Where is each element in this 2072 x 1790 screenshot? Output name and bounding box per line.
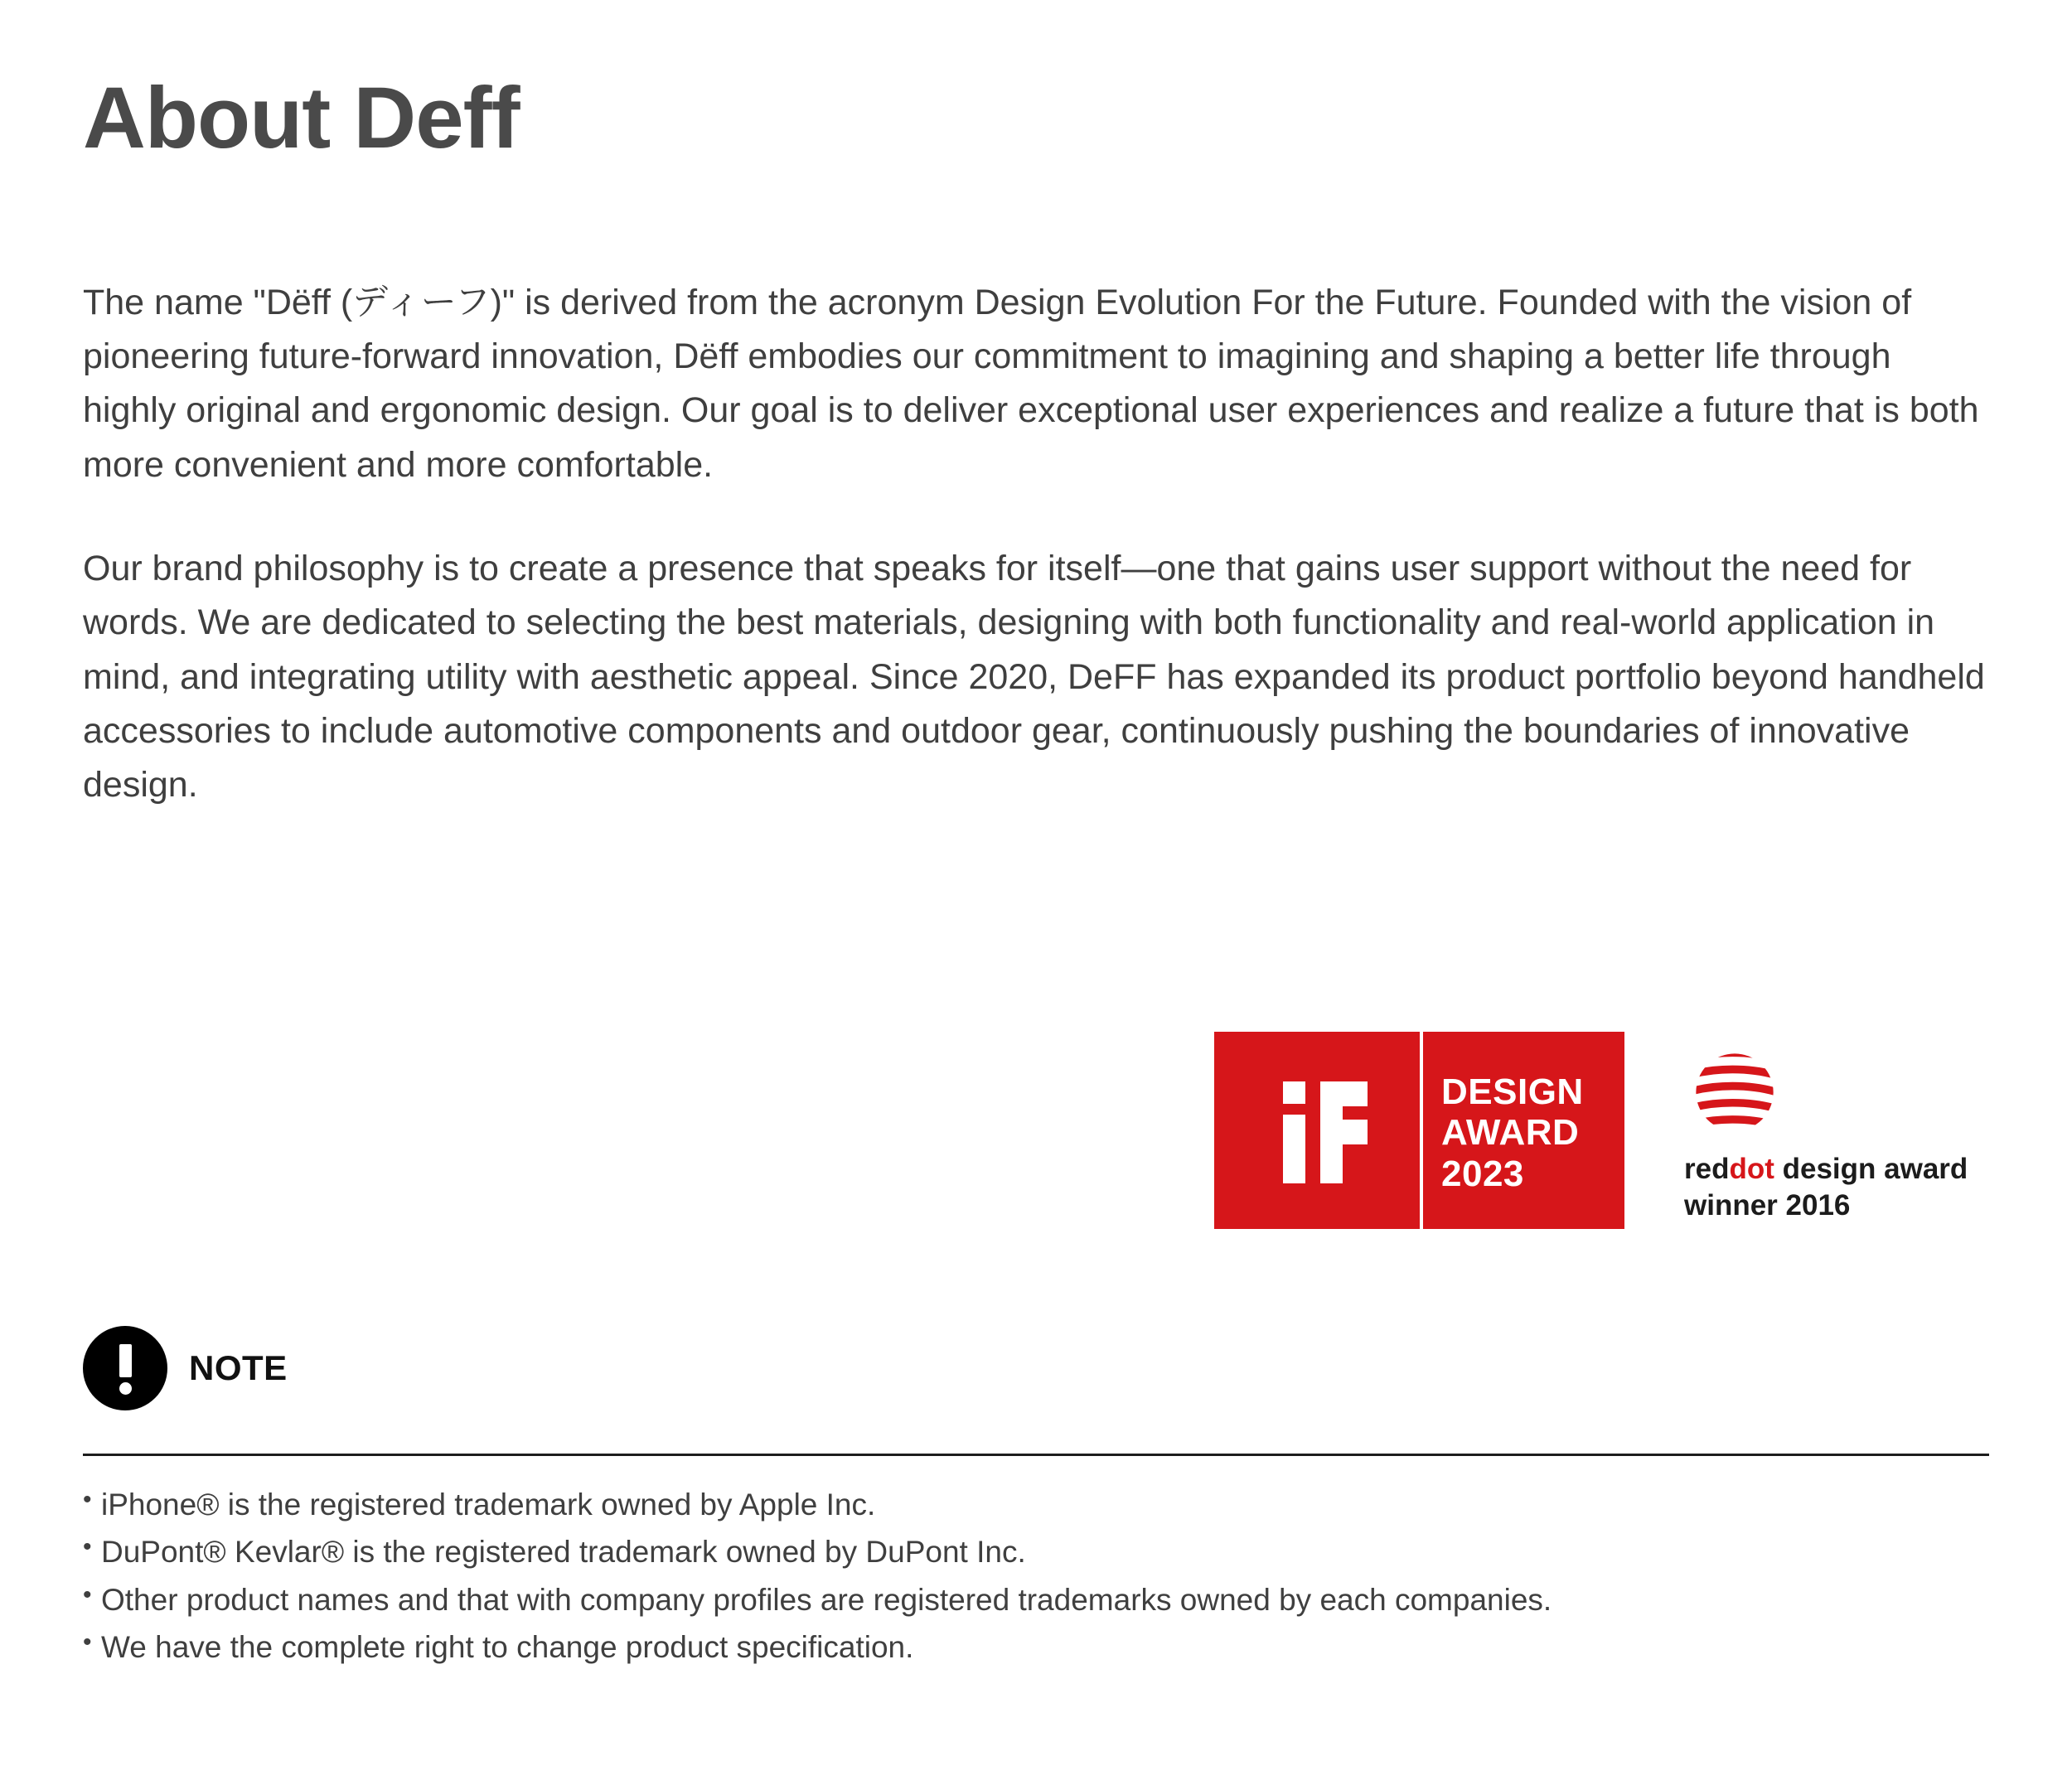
exclamation-dot (119, 1382, 132, 1395)
list-item: • We have the complete right to change product specification. (83, 1623, 1989, 1671)
reddot-word-red: red (1684, 1153, 1730, 1185)
reddot-logo-text (1684, 1153, 1974, 1186)
note-divider (83, 1454, 1989, 1456)
reddot-design-award-logo (1684, 1032, 1974, 1222)
list-item: • DuPont® Kevlar® is the registered trademark owned by DuPont Inc. (83, 1528, 1989, 1575)
if-logo-i-stem (1283, 1115, 1305, 1183)
reddot-word-rest: design award (1774, 1153, 1968, 1185)
if-design-award-2023-logo (1214, 1032, 1624, 1229)
reddot-word-dot: dot (1729, 1153, 1774, 1185)
if-award-line-2: AWARD (1441, 1112, 1580, 1154)
if-logo-icon (1214, 1032, 1420, 1229)
note-list (83, 1481, 1989, 1671)
about-paragraph-1: The name "Dëff (ディーフ)" is derived from the acronym Design Evolution For the Future. Founded with the vision of pioneering future-forward innovation, Dëff embodies our commitment to imagining and shaping a better life through highly original and ergonomic design. Our goal is to deliver exceptional user experiences and realize a future that is both more convenient and more comfortable. (83, 282, 1979, 485)
reddot-globe-icon (1691, 1048, 1779, 1136)
page-title: About Deff (83, 70, 520, 167)
note-header (83, 1326, 1989, 1410)
exclamation-icon (83, 1326, 167, 1410)
if-logo-i-dot (1283, 1081, 1305, 1104)
if-logo-f-arm (1343, 1081, 1368, 1106)
about-paragraph-2: Our brand philosophy is to create a presence that speaks for itself—one that gains user support without the need for words. We are dedicated to selecting the best materials, designing with both functionality and real-world application in mind, and integrating utility with aesthetic appeal. Since 2020, DeFF has expanded its product portfolio beyond handheld accessories to include automotive components and outdoor gear, continuously pushing the boundaries of innovative design. (83, 548, 1985, 806)
exclamation-bar (119, 1344, 132, 1377)
reddot-winner-year: winner 2016 (1684, 1189, 1851, 1222)
if-logo-f-mid (1343, 1120, 1368, 1144)
if-award-line-3: 2023 (1441, 1153, 1524, 1194)
note-section (83, 1326, 1989, 1671)
list-item: • iPhone® is the registered trademark owned by Apple Inc. (83, 1481, 1989, 1528)
list-item: • Other product names and that with company profiles are registered trademarks owned by each companies. (83, 1576, 1989, 1623)
note-label: NOTE (189, 1348, 288, 1387)
awards-row (1214, 1032, 1974, 1229)
if-award-line-1: DESIGN (1441, 1072, 1584, 1112)
if-award-text (1420, 1032, 1624, 1229)
if-logo-f-stem (1320, 1081, 1343, 1183)
